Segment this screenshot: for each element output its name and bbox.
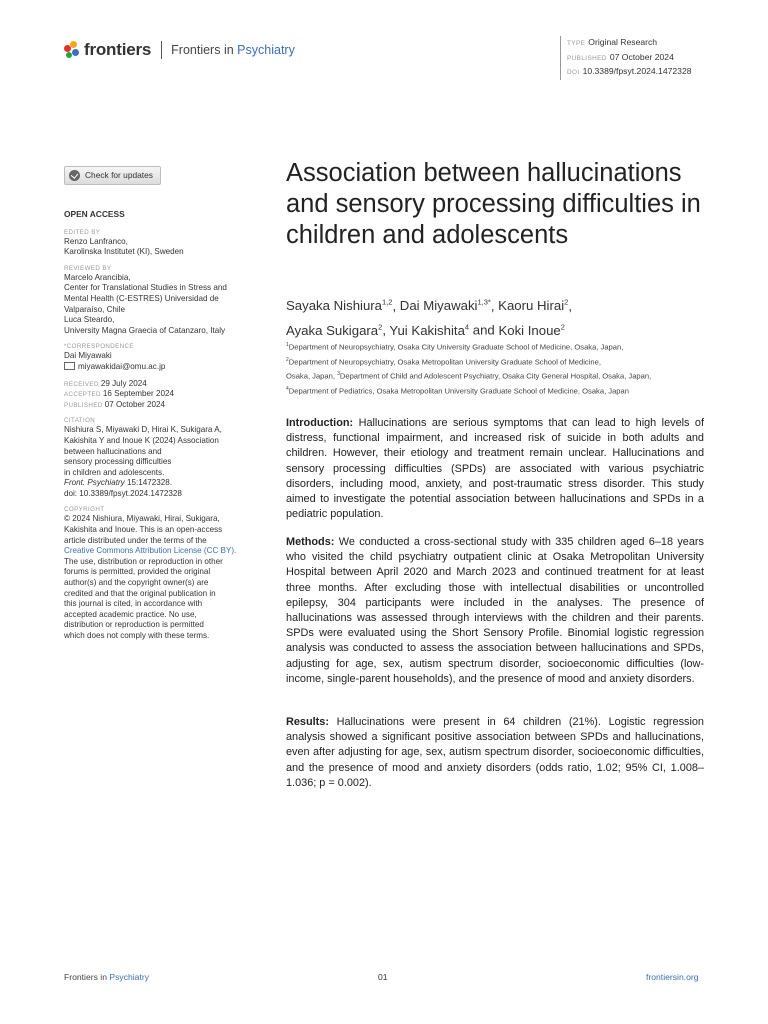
license-link[interactable]: Creative Commons Attribution License (CC BY). — [64, 546, 237, 556]
article-title: Association between hallucinations and sensory processing difficulties in children and adolescents — [286, 159, 701, 249]
journal-name: Frontiers in Psychiatry — [171, 43, 295, 57]
abstract-results: Results: Hallucinations were present in 64 children (21%). Logistic regression analysis showed a significant positive association between SPDs and hallucinations, even after adjusting for age, sex, autism spectrum disorder, socioeconomic difficulties, and the presence of mood and anxiety disorders (odds ratio, 1.02; 95% CI, 1.008–1.036; p = 0.002). — [286, 716, 704, 789]
author[interactable]: Koki Inoue$^2$ — [498, 322, 565, 338]
article-type: Original Research — [588, 37, 658, 47]
abstract-methods: Methods: We conducted a cross-sectional study with 335 children aged 6–18 years who visited the child psychiatry outpatient clinic at Osaka Metropolitan University Hospital between April 2020 and March 2023 and continued treatment for at least three months. After excluding those with intellectual disabilities or uncontrolled epilepsy, 304 participants were included in the analyses. The presence of hallucinations was assessed through interviews with the children and their parents. SPDs were evaluated using the Short Sensory Profile. Binomial logistic regression analysis was conducted to assess the association between hallucinations and SPDs, adjusting for age, sex, autism spectrum disorder, socioeconomic difficulties (low-income, single-parent households), and the presence of mood and anxiety disorders. — [286, 536, 704, 685]
author[interactable]: Dai Miyawaki$^{1,3*}$ — [399, 298, 491, 314]
author-list: Sayaka Nishiura$^{1,2}$, Dai Miyawaki$^{1,3*}$, Kaoru Hirai$^2$, Ayaka Sukigara$^2$, Yui Kakishita$^4$ and Koki Inoue$^2$ — [286, 298, 572, 338]
doi[interactable]: 10.3389/fpsyt.2024.1472328 — [582, 66, 692, 76]
copyright: COPYRIGHT © 2024 Nishiura, Miyawaki, Hirai, Sukigara, Kakishita and Inoue. This is an open-access article distributed under the terms of the Creative Commons Attribution License (CC BY). The use, distribution or reproduction in other forums is permitted, provided the original author(s) and the copyright owner(s) are credited and that the original publication in this journal is cited, in accordance with accepted academic practice. No use, distribution or reproduction is permitted which does not comply with these terms. — [64, 505, 260, 641]
author[interactable]: Yui Kakishita$^4$ — [389, 322, 470, 338]
brand-name: frontiers — [84, 40, 152, 59]
correspondence-email[interactable]: miyawakidai@omu.ac.jp — [78, 361, 166, 371]
open-access-label: OPEN ACCESS — [64, 209, 125, 219]
email-icon — [64, 362, 75, 370]
logo-divider — [161, 41, 162, 59]
citation: CITATION Nishiura S, Miyawaki D, Hirai K, Sukigara A, Kakishita Y and Inoue K (2024) Association between hallucinations and sensory processing difficulties in children and adolescents. Front. Psychiatry 15:1472328. doi: 10.3389/fpsyt.2024.1472328 — [64, 416, 260, 499]
citation-doi[interactable]: doi: 10.3389/fpsyt.2024.1472328 — [64, 488, 182, 498]
reviewed-by: REVIEWED BY Marcelo Arancibia, Center for Translational Studies in Stress and Mental Health (C-ESTRES) Universidad de Valparaíso, Chile Luca Steardo, University Magna Graecia of Catanzaro, Italy — [64, 264, 227, 335]
author[interactable]: Ayaka Sukigara$^2$ — [286, 322, 383, 338]
frontiers-logo-icon — [64, 41, 80, 59]
footer-site-link[interactable]: frontiersin.org — [646, 972, 699, 982]
frontiers-logo[interactable] — [64, 40, 295, 60]
edited-by: EDITED BY Renzo Lanfranco, Karolinska Institutet (KI), Sweden — [64, 228, 184, 257]
article-sidebar — [64, 166, 260, 648]
article-dates: RECEIVED 29 July 2024 ACCEPTED 16 September 2024 PUBLISHED 07 October 2024 — [64, 378, 175, 409]
page-number: 01 — [378, 972, 388, 982]
footer-journal: Frontiers in Psychiatry — [64, 972, 150, 982]
abstract-introduction: Introduction: Hallucinations are serious symptoms that can lead to high levels of distress, functional impairment, and increased risk of suicide in both adults and children. However, their etiology and treatment remain unclear. Hallucinations and sensory processing difficulties (SPDs) are associated with various psychiatric disorders, including mood, anxiety, and post-traumatic stress disorder. This study aimed to investigate the potential association between hallucinations and SPDs in a pediatric population. — [286, 417, 704, 521]
check-updates-icon — [69, 170, 80, 181]
author[interactable]: Sayaka Nishiura$^{1,2}$ — [286, 298, 393, 314]
affiliations: $^1$Department of Neuropsychiatry, Osaka City University Graduate School of Medicine, Osaka, Japan, $^2$Department of Neuropsychiatry, Osaka Metropolitan University Graduate School of Medicine, Osaka, Japan, $^3$Department of Child and Adolescent Psychiatry, Osaka City General Hospital, Osaka, Japan, $^4$Department of Pediatrics, Osaka Metropolitan University Graduate School of Medicine, Osaka, Japan — [286, 342, 652, 396]
published-date: 07 October 2024 — [609, 51, 674, 62]
check-for-updates-button[interactable]: Check for updates — [64, 166, 161, 185]
author[interactable]: Kaoru Hirai$^2$ — [498, 298, 569, 314]
correspondence: *CORRESPONDENCE Dai Miyawaki miyawakidai@omu.ac.jp — [64, 343, 166, 371]
article-meta: TYPE Original Research PUBLISHED 07 October 2024 DOI 10.3389/fpsyt.2024.1472328 — [560, 36, 692, 80]
